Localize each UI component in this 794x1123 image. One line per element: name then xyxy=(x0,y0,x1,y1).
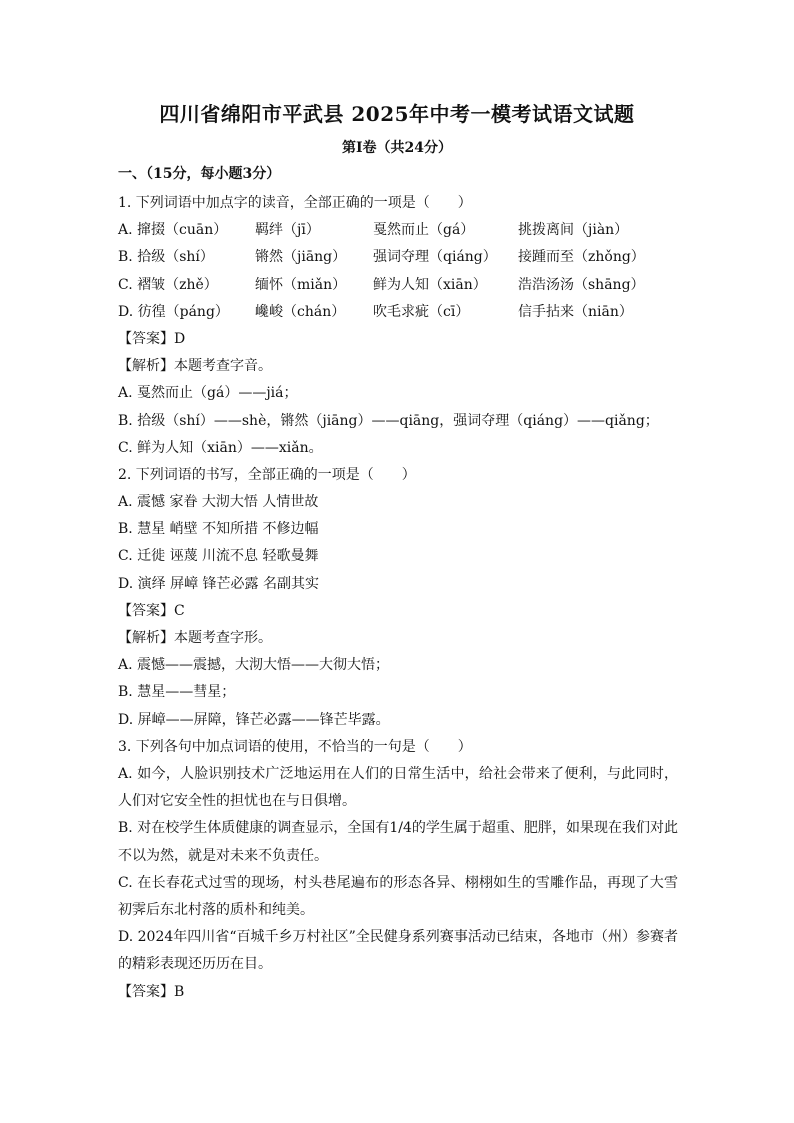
section-heading: 一、（15分，每小题3分） xyxy=(118,166,281,182)
option-item: 强词夺理（qiáng） xyxy=(373,249,497,266)
q1-option-c xyxy=(118,272,678,299)
q1-note-a: A. 戛然而止（gá）——jiá； xyxy=(118,385,298,402)
q2-option-d: D. 演绎 屏嶂 锋芒必露 名副其实 xyxy=(118,575,319,592)
option-item: B. 拾级（shí） xyxy=(118,249,214,266)
option-item: 浩浩汤汤（shāng） xyxy=(518,276,645,293)
q2-option-c: C. 迁徙 诬蔑 川流不息 轻歌曼舞 xyxy=(118,548,319,565)
q1-stem: 1. 下列词语中加点字的读音，全部正确的一项是（ ） xyxy=(118,195,472,211)
q2-note-b: B. 慧星——彗星； xyxy=(118,684,236,701)
option-item: C. 褶皱（zhě） xyxy=(118,276,218,293)
option-item: 吹毛求疵（cī） xyxy=(373,303,470,320)
q2-stem: 2. 下列词语的书写，全部正确的一项是（ ） xyxy=(118,466,416,483)
q2-note-a: A. 震憾——震撼，大沏大悟——大彻大悟； xyxy=(118,657,390,674)
q3-option-c: C. 在长春花式过雪的现场，村头巷尾遍布的形态各异、栩栩如生的雪雕作品，再现了大雪初霁后东北村落的质朴和纯美。 xyxy=(118,874,678,918)
option-item: 巉峻（chán） xyxy=(255,303,346,320)
option-item: D. 彷徨（páng） xyxy=(118,303,229,320)
option-item: 羁绊（jī） xyxy=(255,222,320,239)
q2-option-b: B. 慧星 峭壁 不知所措 不修边幅 xyxy=(118,521,319,538)
option-item: 挑拨离间（jiàn） xyxy=(518,222,629,239)
q1-option-d xyxy=(118,299,678,326)
question-body xyxy=(118,190,678,1006)
q1-option-a xyxy=(118,217,678,244)
q3-option-a: A. 如今，人脸识别技术广泛地运用在人们的日常生活中，给社会带来了便利，与此同时，人们对它安全性的担忧也在与日俱增。 xyxy=(118,765,678,810)
q2-answer: 【答案】C xyxy=(118,602,185,619)
q1-note-b: B. 拾级（shí）——shè，锵然（jiāng）——qiāng，强词夺理（qiáng）——qiǎng； xyxy=(118,412,659,429)
option-item: 锵然（jiāng） xyxy=(255,249,347,266)
q3-stem: 3. 下列各句中加点词语的使用，不恰当的一句是（ ） xyxy=(118,738,472,755)
q3-answer: 【答案】B xyxy=(118,983,185,1000)
q2-note-d: D. 屏嶂——屏障，锋芒必露——锋芒毕露。 xyxy=(118,711,390,728)
q2-analysis: 【解析】本题考查字形。 xyxy=(118,630,272,646)
volume-subtitle: 第Ⅰ卷（共24分） xyxy=(341,140,453,156)
q1-analysis: 【解析】本题考查字音。 xyxy=(118,358,272,375)
option-item: 戛然而止（gá） xyxy=(373,222,475,239)
page-title: 四川省绵阳市平武县 2025年中考一模考试语文试题 xyxy=(159,102,635,126)
q3-option-b: B. 对在校学生体质健康的调查显示，全国有1/4的学生属于超重、肥胖，如果现在我们对此不以为然，就是对未来不负责任。 xyxy=(118,820,678,864)
q3-option-d: D. 2024年四川省“百城千乡万村社区”全民健身系列赛事活动已结束，各地市（州）参赛者的精彩表现还历历在目。 xyxy=(118,929,678,973)
option-item: A. 撺掇（cuān） xyxy=(118,222,228,239)
q1-answer: 【答案】D xyxy=(118,330,186,347)
q1-option-b xyxy=(118,244,678,271)
option-item: 鲜为人知（xiān） xyxy=(373,276,487,293)
option-item: 信手拈来（niān） xyxy=(518,303,633,320)
q2-option-a: A. 震憾 家眷 大沏大悟 人情世故 xyxy=(118,494,319,511)
option-item: 接踵而至（zhǒng） xyxy=(518,249,645,266)
q1-note-c: C. 鲜为人知（xiān）——xiǎn。 xyxy=(118,439,323,456)
option-item: 缅怀（miǎn） xyxy=(255,276,347,293)
